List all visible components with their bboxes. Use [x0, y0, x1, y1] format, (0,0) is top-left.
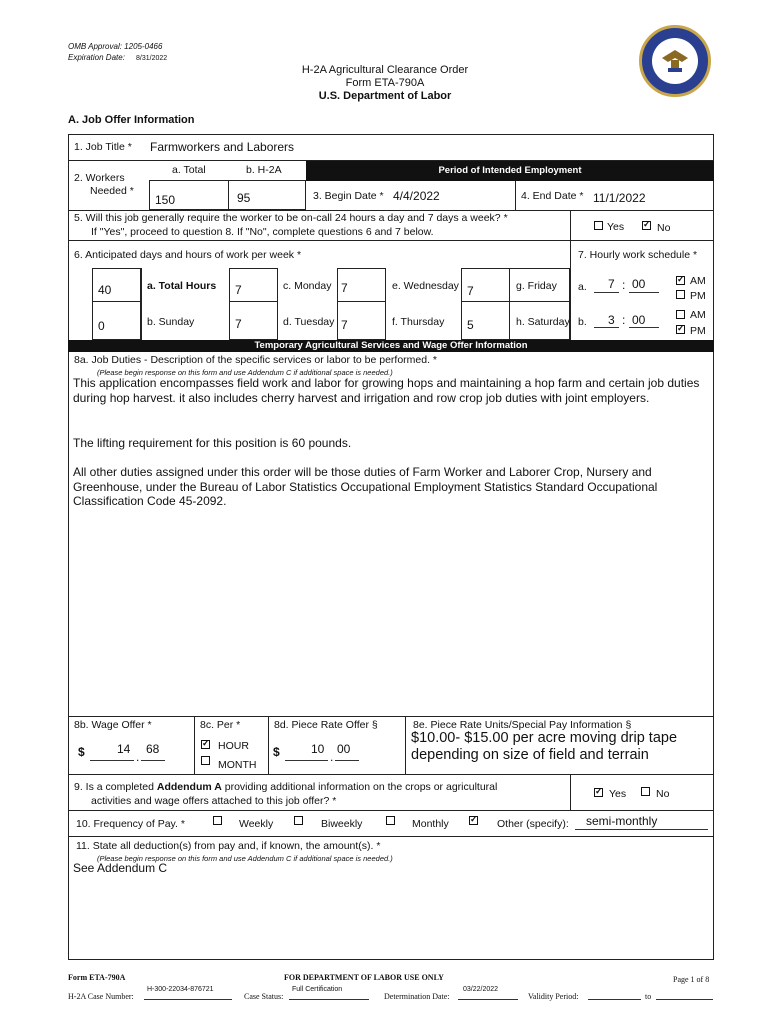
- oncall-question: 5. Will this job generally require the worker to be on-call 24 hours a day and 7 days a week? *: [74, 212, 508, 224]
- schedule-b-pm-checkbox[interactable]: [676, 325, 685, 334]
- other-value[interactable]: semi-monthly: [586, 814, 658, 828]
- wage-dollars[interactable]: 14: [117, 742, 131, 756]
- wage-offer-label: 8b. Wage Offer *: [74, 719, 152, 731]
- addendum-yes-label: Yes: [609, 788, 627, 800]
- monday-label: c. Monday: [283, 280, 332, 292]
- piece-cents[interactable]: 00: [337, 742, 351, 756]
- section-a-title: A. Job Offer Information: [68, 114, 195, 126]
- end-date-value[interactable]: 11/1/2022: [593, 191, 646, 205]
- job-duties-para2[interactable]: The lifting requirement for this position is 60 pounds.: [73, 436, 352, 450]
- footer-form: Form ETA-790A: [68, 973, 126, 982]
- begin-date-value[interactable]: 4/4/2022: [393, 189, 440, 203]
- case-status-label: Case Status:: [244, 992, 284, 1001]
- oncall-no-checkbox[interactable]: [642, 221, 651, 230]
- validity-period-label: Validity Period:: [528, 992, 579, 1001]
- saturday-field[interactable]: [510, 301, 570, 340]
- biweekly-checkbox[interactable]: [294, 816, 303, 825]
- job-duties-note: (Please begin response on this form and use Addendum C if additional space is needed.): [97, 368, 393, 377]
- per-month-checkbox[interactable]: [201, 756, 210, 765]
- monthly-label: Monthly: [412, 818, 449, 830]
- weekly-checkbox[interactable]: [213, 816, 222, 825]
- wage-cents[interactable]: 68: [146, 742, 160, 756]
- oncall-no-label: No: [657, 222, 671, 234]
- monthly-checkbox[interactable]: [386, 816, 395, 825]
- piece-rate-label: 8d. Piece Rate Offer §: [274, 719, 378, 731]
- total-hours-value: 40: [98, 283, 112, 297]
- col1-bottom-value: 7: [235, 317, 242, 331]
- pay-frequency-label: 10. Frequency of Pay. *: [76, 818, 185, 830]
- h2a-workers-value: 95: [237, 191, 251, 205]
- piece-dollars[interactable]: 10: [311, 742, 325, 756]
- job-title-label: 1. Job Title *: [74, 141, 132, 153]
- addendum-no-label: No: [656, 788, 670, 800]
- thursday-label: f. Thursday: [392, 316, 445, 328]
- job-duties-label: 8a. Job Duties - Description of the specific services or labor to be performed. *: [74, 354, 437, 366]
- schedule-a-pm-label: PM: [690, 290, 706, 302]
- period-header: Period of Intended Employment: [306, 161, 714, 181]
- case-status-value: Full Certification: [292, 986, 343, 993]
- other-label: Other (specify):: [497, 818, 569, 830]
- total-hours-label: a. Total Hours: [147, 280, 217, 292]
- workers-label: 2. Workers: [74, 172, 125, 184]
- h2a-label: b. H-2A: [246, 164, 282, 176]
- sunday-value: 0: [98, 319, 105, 333]
- tuesday-value: 7: [341, 318, 348, 332]
- expiration-label: Expiration Date:: [68, 53, 125, 62]
- schedule-a-hour[interactable]: 7: [608, 277, 615, 291]
- piece-dot: .: [330, 750, 334, 764]
- col1-top-value: 7: [235, 283, 242, 297]
- schedule-a-pm-checkbox[interactable]: [676, 290, 685, 299]
- thursday-value: 5: [467, 318, 474, 332]
- expiration-value: 8/31/2022: [136, 55, 168, 62]
- schedule-b-label: b.: [578, 316, 587, 328]
- job-duties-para3[interactable]: All other duties assigned under this order will be those duties of Farm Worker and Laborer Crop, Nursery and Greenhouse, under the Bureau of Labor Statistics Occupational Employment Statistics Standard Occupational Classification Code 45-2092.: [73, 465, 658, 508]
- piece-rate-units-value[interactable]: $10.00- $15.00 per acre moving drip tape depending on size of field and terrain: [411, 730, 678, 763]
- per-hour-label: HOUR: [218, 740, 249, 752]
- department-title: U.S. Department of Labor: [318, 90, 452, 102]
- piece-dollar-sign: $: [273, 745, 280, 759]
- total-label: a. Total: [172, 164, 206, 176]
- job-duties-para1[interactable]: This application encompasses field work and labor for growing hops and maintaining a hop farm and certain job duties during hop harvest. it also includes cherry harvest and irrigation and row crop job duties with joint employers.: [73, 376, 700, 405]
- begin-date-label: 3. Begin Date *: [313, 190, 384, 202]
- determination-date-label: Determination Date:: [384, 992, 450, 1001]
- case-number-value: H-300-22034-876721: [147, 986, 214, 993]
- oncall-yes-label: Yes: [607, 221, 625, 233]
- footer-page: Page 1 of 8: [673, 975, 710, 984]
- weekly-label: Weekly: [239, 818, 274, 830]
- footer-dol-use: FOR DEPARTMENT OF LABOR USE ONLY: [284, 973, 444, 982]
- oncall-yes-checkbox[interactable]: [594, 221, 603, 230]
- addendum-yes-checkbox[interactable]: [594, 788, 603, 797]
- sunday-label: b. Sunday: [147, 316, 195, 328]
- oncall-instruction: If "Yes", proceed to question 8. If "No", complete questions 6 and 7 below.: [91, 226, 434, 238]
- job-title-value[interactable]: Farmworkers and Laborers: [150, 140, 295, 154]
- per-month-label: MONTH: [218, 759, 257, 771]
- biweekly-label: Biweekly: [321, 818, 363, 830]
- per-label: 8c. Per *: [200, 719, 241, 731]
- schedule-a-am-label: AM: [690, 275, 706, 287]
- wage-dot: .: [136, 750, 140, 764]
- wednesday-label: e. Wednesday: [392, 280, 459, 292]
- schedule-a-am-checkbox[interactable]: [676, 276, 685, 285]
- omb-approval: OMB Approval: 1205-0466: [68, 42, 163, 51]
- schedule-a-colon: :: [622, 278, 626, 292]
- wage-dollar-sign: $: [78, 745, 85, 759]
- monday-value: 7: [341, 281, 348, 295]
- deductions-value[interactable]: See Addendum C: [73, 861, 168, 875]
- end-date-label: 4. End Date *: [521, 190, 584, 202]
- schedule-a-min[interactable]: 00: [632, 277, 646, 291]
- form-title: H-2A Agricultural Clearance Order: [301, 64, 469, 76]
- piece-rate-units-label: 8e. Piece Rate Units/Special Pay Information §: [413, 719, 632, 731]
- schedule-b-hour[interactable]: 3: [608, 313, 615, 327]
- days-hours-label: 6. Anticipated days and hours of work per week *: [74, 249, 302, 261]
- addendum-question: 9. Is a completed Addendum A providing additional information on the crops or agricultural: [74, 781, 498, 793]
- addendum-no-checkbox[interactable]: [641, 787, 650, 796]
- determination-date-value: 03/22/2022: [463, 986, 499, 993]
- case-number-label: H-2A Case Number:: [68, 992, 134, 1001]
- deductions-note: (Please begin response on this form and use Addendum C if additional space is needed.): [97, 854, 393, 863]
- workers-label-2: Needed *: [90, 185, 134, 197]
- other-checkbox[interactable]: [469, 816, 478, 825]
- schedule-b-colon: :: [622, 313, 626, 327]
- schedule-b-pm-label: PM: [690, 325, 706, 337]
- total-workers-value: 150: [155, 193, 176, 207]
- per-hour-checkbox[interactable]: [201, 740, 210, 749]
- saturday-label: h. Saturday: [516, 316, 570, 328]
- schedule-b-min[interactable]: 00: [632, 313, 646, 327]
- schedule-a-label: a.: [578, 281, 587, 293]
- validity-to: to: [645, 992, 652, 1001]
- friday-field[interactable]: [510, 268, 570, 302]
- form-number: Form ETA-790A: [345, 77, 425, 89]
- dol-seal-icon: [639, 25, 711, 97]
- deductions-label: 11. State all deduction(s) from pay and, if known, the amount(s). *: [76, 840, 381, 852]
- temp-services-header: Temporary Agricultural Services and Wage Offer Information: [68, 340, 714, 352]
- addendum-question-line2: activities and wage offers attached to this job offer? *: [91, 795, 337, 807]
- wednesday-value: 7: [467, 284, 474, 298]
- friday-label: g. Friday: [516, 280, 557, 292]
- tuesday-label: d. Tuesday: [283, 316, 335, 328]
- hourly-schedule-label: 7. Hourly work schedule *: [578, 249, 698, 261]
- schedule-b-am-label: AM: [690, 309, 706, 321]
- schedule-b-am-checkbox[interactable]: [676, 310, 685, 319]
